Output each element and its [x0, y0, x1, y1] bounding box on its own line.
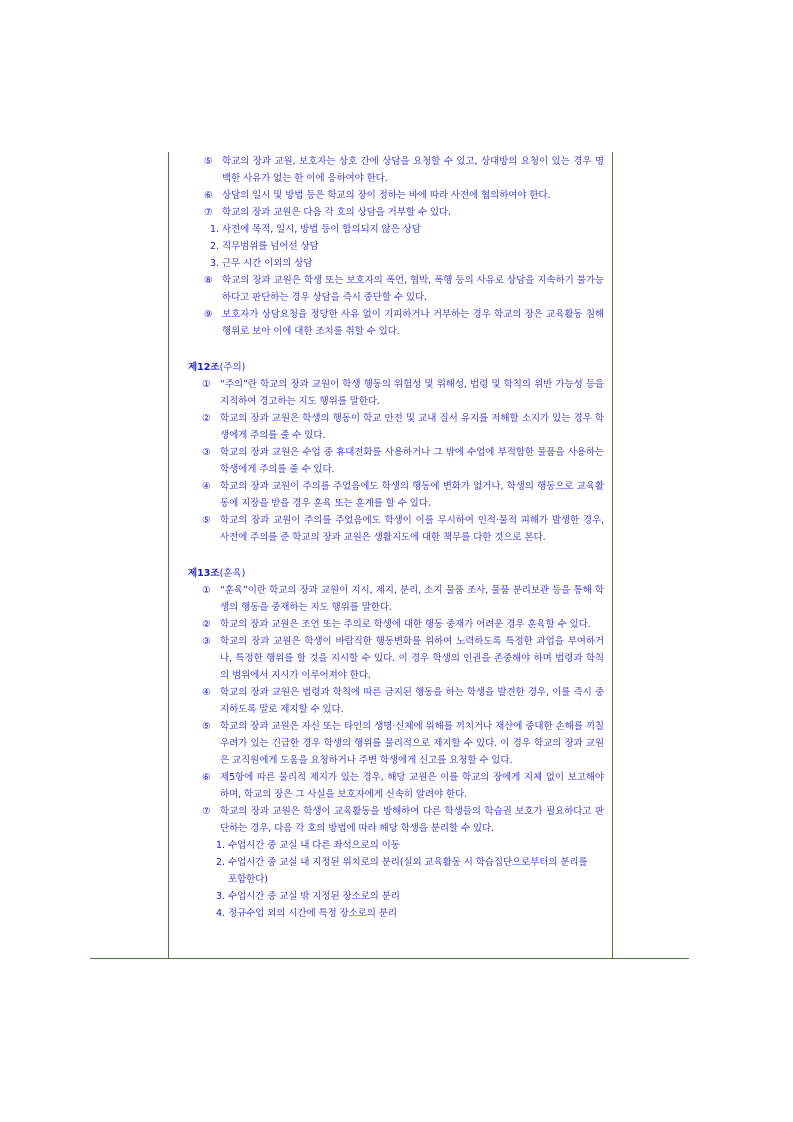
item-text: 정규수업 외의 시간에 특정 장소로의 분리: [228, 908, 397, 919]
table-bottom-border: [90, 958, 689, 959]
article-title: (주의): [219, 362, 246, 373]
paragraph-text: 학교의 장과 교원은 학생이 바람직한 행동변화를 위하여 노력하도록 특정한 과업을 부여하거나, 특정한 행위를 할 것을 지시할 수 있다. 이 경우 학생의 인권을 존중해야 하며 법령과 학칙의 범위에서 지시가 이루어져야 한다.: [220, 636, 604, 681]
paragraph-number: ⑦: [202, 806, 211, 817]
table-right-border: [612, 152, 613, 959]
article-11-continuation: [168, 153, 612, 340]
paragraph: [168, 187, 612, 204]
paragraph: [168, 803, 612, 837]
paragraph-number: ⑥: [204, 190, 213, 201]
paragraph-text: “훈육”이란 학교의 장과 교원이 지시, 제지, 분리, 소지 물품 조사, 물품 분리보관 등을 통해 학생의 행동을 중재하는 지도 행위를 말한다.: [220, 585, 604, 613]
paragraph-number: ⑤: [202, 515, 211, 526]
list-item: [168, 854, 612, 888]
paragraph-number: ⑨: [204, 309, 213, 320]
paragraph: [168, 153, 612, 187]
item-text: 수업시간 중 교실 내 지정된 위치로의 분리(실외 교육활동 시 학습집단으로부터의 분리를 포함한다): [228, 857, 588, 885]
paragraph-number: ③: [202, 447, 211, 458]
list-item: [168, 221, 612, 238]
paragraph-number: ⑤: [204, 156, 213, 167]
list-item: [168, 255, 612, 272]
list-item: [168, 238, 612, 255]
paragraph: [168, 582, 612, 616]
paragraph: [168, 272, 612, 306]
paragraph: [168, 684, 612, 718]
paragraph-text: 학교의 장과 교원은 다음 각 호의 상담을 거부할 수 있다.: [222, 207, 451, 218]
item-text: 근무 시간 이외의 상담: [222, 258, 313, 269]
paragraph-text: 제5항에 따른 물리적 제지가 있는 경우, 해당 교원은 이를 학교의 장에게 지체 없이 보고해야 하며, 학교의 장은 그 사실을 보호자에게 신속히 알려야 한다.: [220, 772, 604, 800]
article-number: 제12조: [188, 362, 220, 373]
item-number: 1.: [216, 840, 225, 851]
paragraph-text: 학교의 장과 교원은 조언 또는 주의로 학생에 대한 행동 중재가 어려운 경우 훈육할 수 있다.: [220, 619, 591, 630]
paragraph-number: ④: [202, 481, 211, 492]
paragraph: [168, 478, 612, 512]
item-text: 수업시간 중 교실 내 다른 좌석으로의 이동: [228, 840, 400, 851]
item-text: 사전에 목적, 일시, 방법 등이 합의되지 않은 상담: [222, 224, 421, 235]
list-item: [168, 905, 612, 922]
list-item: [168, 888, 612, 905]
paragraph-text: 학교의 장과 교원이 주의를 주었음에도 학생의 행동에 변화가 없거나, 학생의 행동으로 교육활동에 지장을 받을 경우 훈육 또는 훈계를 할 수 있다.: [220, 481, 604, 509]
paragraph-text: 학교의 장과 교원은 법령과 학칙에 따른 금지된 행동을 하는 학생을 발견한 경우, 이를 즉시 중지하도록 말로 제지할 수 있다.: [220, 687, 604, 715]
paragraph-text: “주의”란 학교의 장과 교원이 학생 행동의 위험성 및 위해성, 법령 및 학칙의 위반 가능성 등을 지적하여 경고하는 지도 행위를 말한다.: [220, 379, 604, 407]
paragraph: [168, 376, 612, 410]
paragraph-text: 학교의 장과 교원이 주의를 주었음에도 학생이 이를 무시하여 인적·물적 피해가 발생한 경우, 사전에 주의를 준 학교의 장과 교원은 생활지도에 대한 책무를 다한 것으로 본다.: [220, 515, 604, 543]
item-number: 3.: [216, 891, 225, 902]
paragraph-number: ⑤: [202, 721, 211, 732]
article-number: 제13조: [188, 568, 220, 579]
paragraph: [168, 512, 612, 546]
item-text: 수업시간 중 교실 밖 지정된 장소로의 분리: [228, 891, 400, 902]
paragraph-number: ②: [202, 619, 211, 630]
paragraph-text: 학교의 장과 교원은 수업 중 휴대전화를 사용하거나 그 밖에 수업에 부적합한 물품을 사용하는 학생에게 주의를 줄 수 있다.: [220, 447, 604, 475]
paragraph: [168, 769, 612, 803]
paragraph: [168, 306, 612, 340]
paragraph-number: ②: [202, 413, 211, 424]
paragraph-text: 학교의 장과 교원은 학생의 행동이 학교 안전 및 교내 질서 유지를 저해할 소지가 있는 경우 학생에게 주의를 줄 수 있다.: [220, 413, 604, 441]
article-12-heading: [168, 359, 612, 376]
article-12-body: [168, 376, 612, 546]
paragraph-text: 학교의 장과 교원은 자신 또는 타인의 생명·신체에 위해를 끼치거나 재산에 중대한 손해를 끼칠 우려가 있는 긴급한 경우 학생의 행위를 물리적으로 제지할 수 있다. 이 경우 학교의 장과 교원은 교직원에게 도움을 요청하거나 주변 학생에게 신고를 요청할 수 있다.: [220, 721, 604, 766]
paragraph-text: 학교의 장과 교원, 보호자는 상호 간에 상담을 요청할 수 있고, 상대방의 요청이 있는 경우 명백한 사유가 없는 한 이에 응하여야 한다.: [222, 156, 604, 184]
paragraph-text: 상담의 일시 및 방법 등은 학교의 장이 정하는 바에 따라 사전에 협의하여야 한다.: [222, 190, 551, 201]
item-number: 3.: [210, 258, 219, 269]
item-number: 2.: [210, 241, 219, 252]
paragraph-number: ⑧: [204, 275, 213, 286]
item-text: 직무범위를 넘어선 상담: [222, 241, 319, 252]
paragraph: [168, 444, 612, 478]
paragraph-text: 학교의 장과 교원은 학생 또는 보호자의 폭언, 협박, 폭행 등의 사유로 상담을 지속하기 불가능하다고 판단하는 경우 상담을 즉시 중단할 수 있다.: [222, 275, 604, 303]
paragraph: [168, 718, 612, 769]
paragraph: [168, 410, 612, 444]
paragraph: [168, 616, 612, 633]
article-title: (훈육): [219, 568, 246, 579]
article-13-body: [168, 582, 612, 922]
paragraph-number: ⑥: [202, 772, 211, 783]
list-item: [168, 837, 612, 854]
paragraph-number: ④: [202, 687, 211, 698]
item-number: 4.: [216, 908, 225, 919]
paragraph-text: 보호자가 상담요청을 정당한 사유 없이 기피하거나 거부하는 경우 학교의 장은 교육활동 침해 행위로 보아 이에 대한 조치를 취할 수 있다.: [222, 309, 604, 337]
paragraph: [168, 633, 612, 684]
article-13-heading: [168, 565, 612, 582]
paragraph: [168, 204, 612, 221]
paragraph-text: 학교의 장과 교원은 학생이 교육활동을 방해하여 다른 학생들의 학습권 보호가 필요하다고 판단하는 경우, 다음 각 호의 방법에 따라 해당 학생을 분리할 수 있다.: [220, 806, 604, 834]
paragraph-number: ⑦: [204, 207, 213, 218]
document-body: [168, 153, 612, 922]
paragraph-number: ③: [202, 636, 211, 647]
item-number: 1.: [210, 224, 219, 235]
paragraph-number: ①: [202, 585, 211, 596]
paragraph-number: ①: [202, 379, 211, 390]
item-number: 2.: [216, 857, 225, 868]
